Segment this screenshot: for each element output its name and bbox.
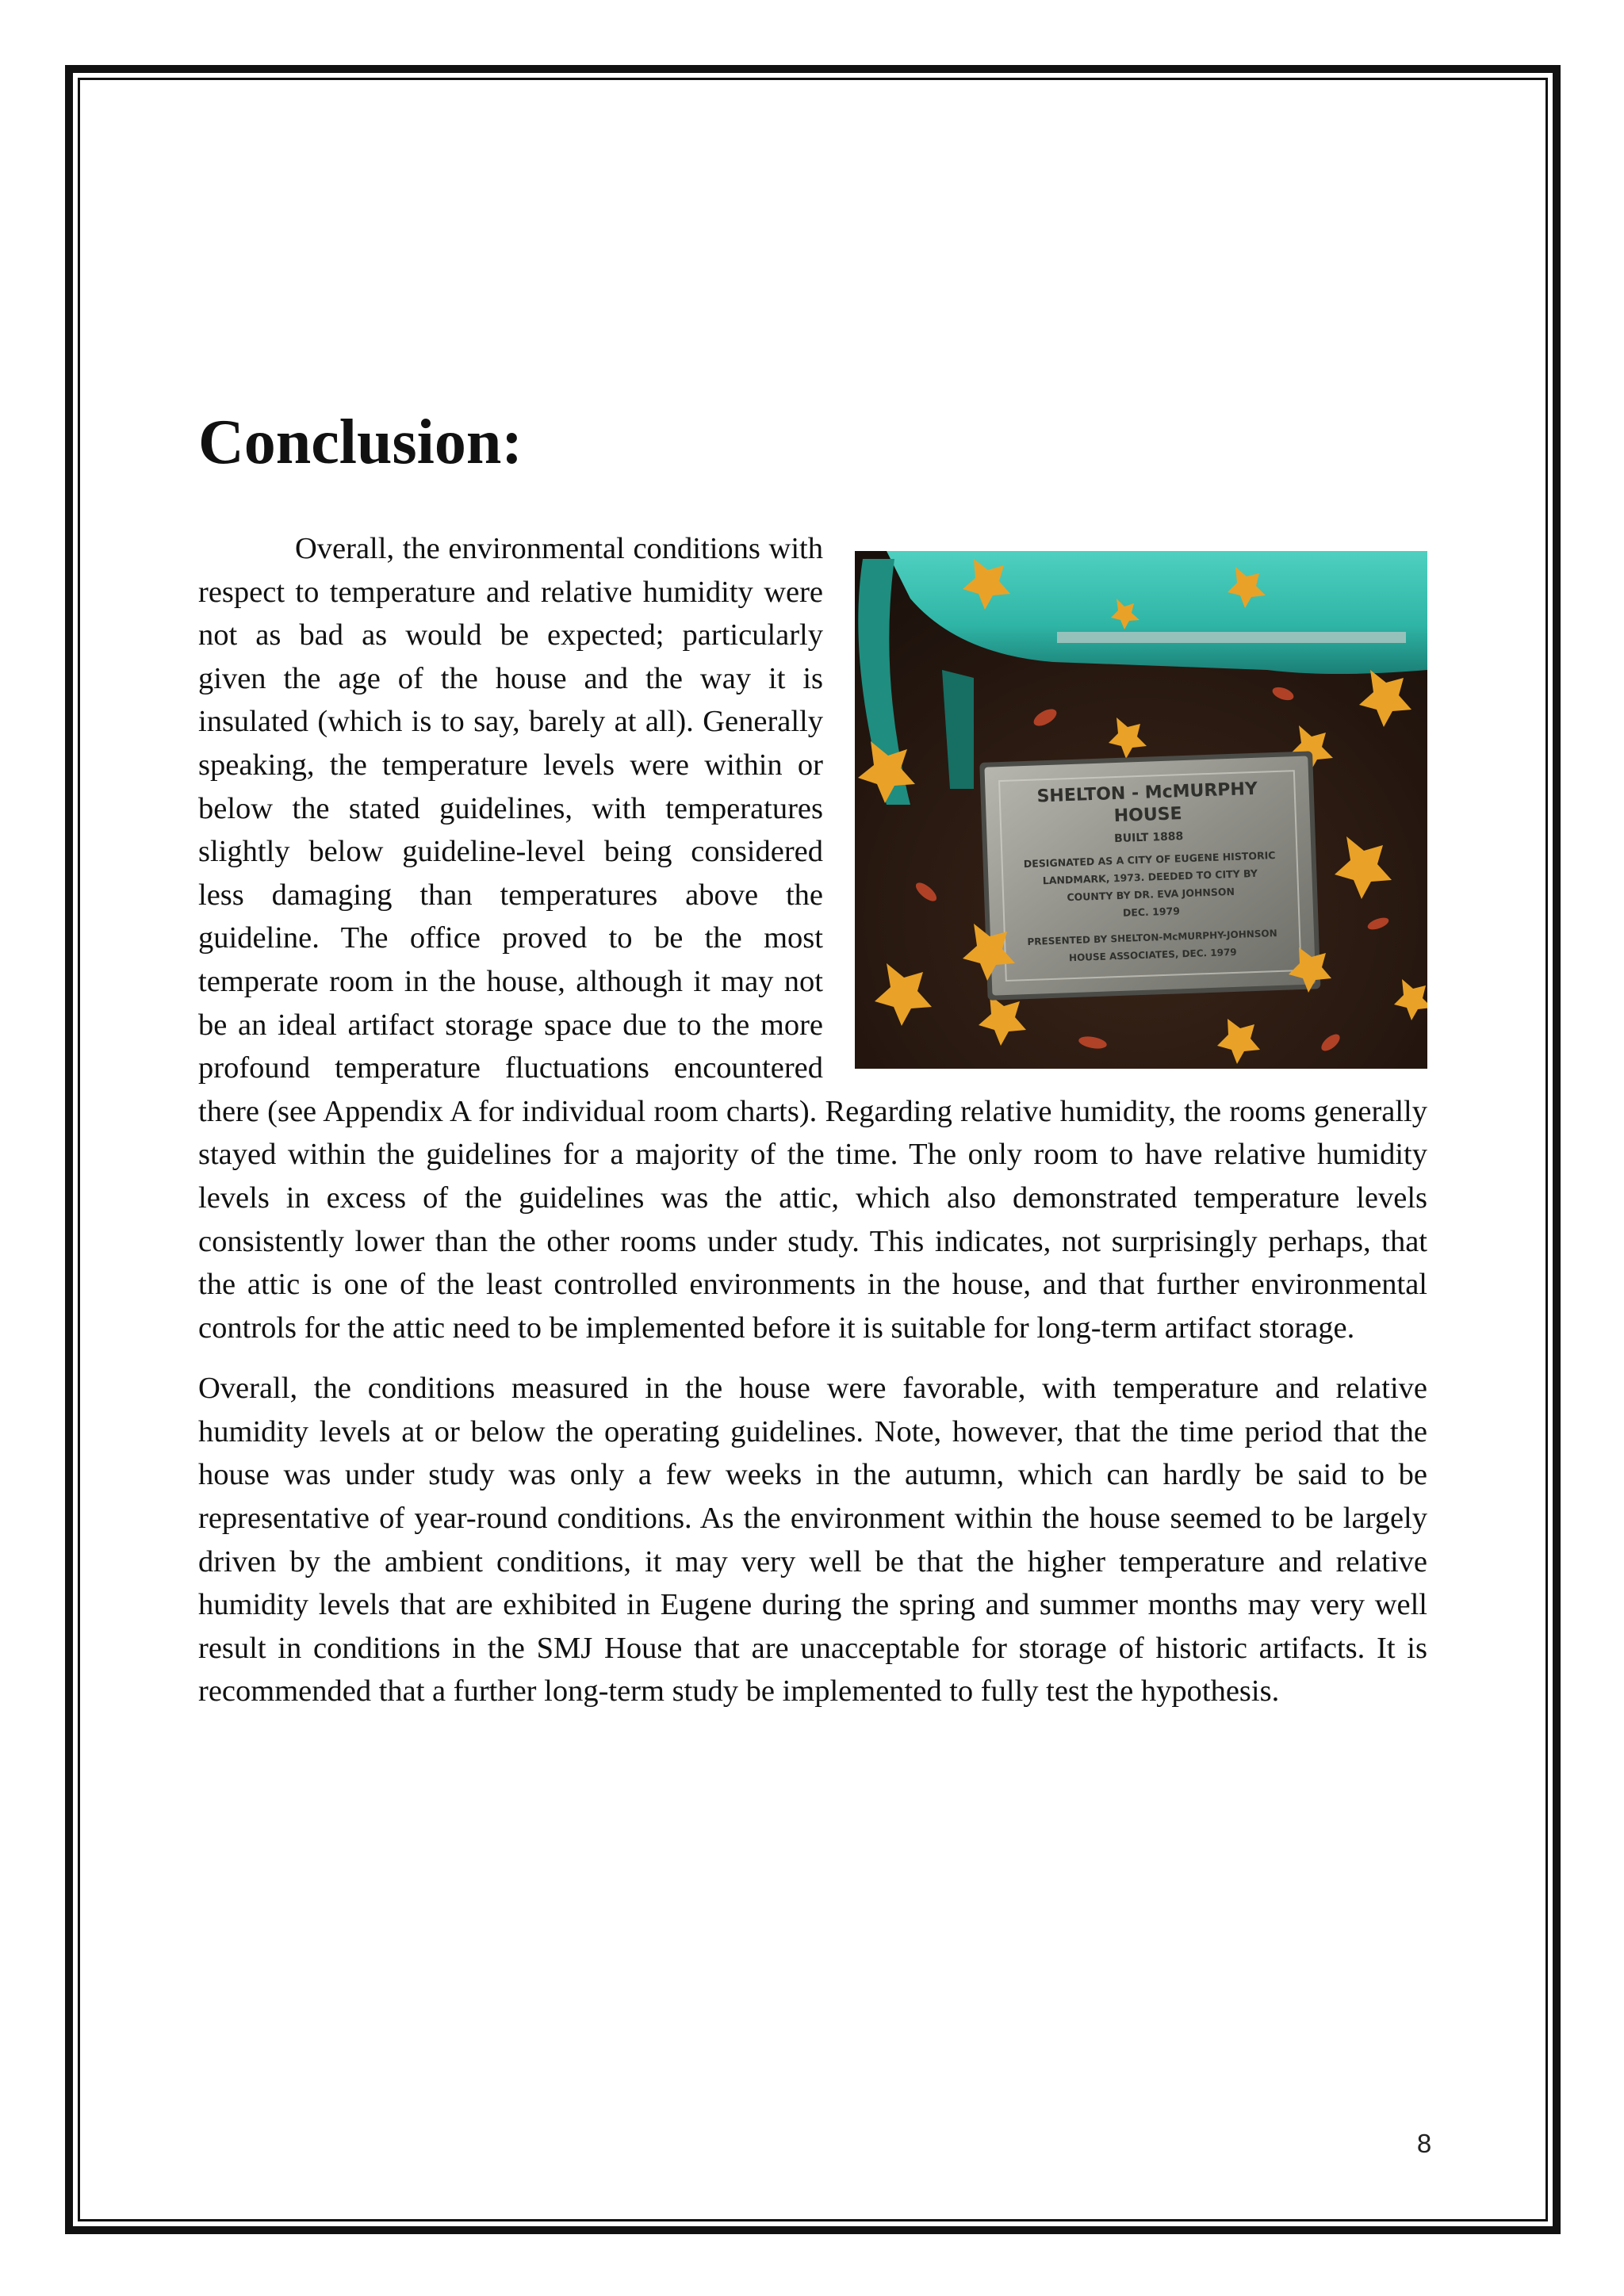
- plaque-line-2: HOUSE: [1113, 804, 1183, 827]
- plaque-line-5: LANDMARK, 1973. DEEDED TO CITY BY: [1042, 867, 1258, 887]
- historic-plaque-photo: [855, 551, 1427, 1069]
- plaque-line-7: DEC. 1979: [1122, 905, 1181, 919]
- plaque-line-6: COUNTY BY DR. EVA JOHNSON: [1067, 885, 1235, 904]
- plaque-line-4: DESIGNATED AS A CITY OF EUGENE HISTORIC: [1023, 849, 1276, 871]
- plaque-line-8: PRESENTED BY SHELTON-McMURPHY-JOHNSON: [1027, 928, 1277, 948]
- plaque-line-1: SHELTON - McMURPHY: [1036, 779, 1258, 807]
- plaque-line-9: HOUSE ASSOCIATES, DEC. 1979: [1068, 946, 1237, 964]
- paragraph-1: Overall, the environmental conditions with respect to temperature and relative humidity were not as bad as would be expected; particularly given the age of the house and the way it is insulated (which is to say, barely at all). Generally speaking, the temperature levels were within or below the stated guidelines, with temperatures slightly below guideline-level being considered less damaging than temperatures above the guideline. The office proved to be the most temperate room in the house, although it may not be an ideal artifact storage space due to the more profound temperature fluctuations encountered there (see Appendix A for individual room charts). Regarding relative humidity, the rooms generally stayed within the guidelines for a majority of the time. The only room to have relative humidity levels in excess of the guidelines was the attic, which also demonstrated temperature levels consistently lower than the other rooms under study. This indicates, not surprisingly perhaps, that the attic is one of the least controlled environments in the house, and that further environmental controls for the attic need to be implemented before it is suitable for long-term artifact storage.: [198, 532, 1427, 1345]
- section-heading: Conclusion:: [198, 408, 523, 477]
- body-text: [198, 527, 1427, 1713]
- page-number: 8: [1416, 2129, 1432, 2158]
- paragraph-2: Overall, the conditions measured in the house were favorable, with temperature and relative humidity levels at or below the operating guidelines. Note, however, that the time period that the house was under study was only a few weeks in the autumn, which can hardly be said to be representative of year-round conditions. As the environment within the house seemed to be largely driven by the ambient conditions, it may very well be that the higher temperature and relative humidity levels that are exhibited in Eugene during the spring and summer months may very well result in conditions in the SMJ House that are unacceptable for storage of historic artifacts. It is recommended that a further long-term study be implemented to fully test the hypothesis.: [198, 1372, 1427, 1709]
- plaque-line-3: BUILT 1888: [1113, 830, 1184, 846]
